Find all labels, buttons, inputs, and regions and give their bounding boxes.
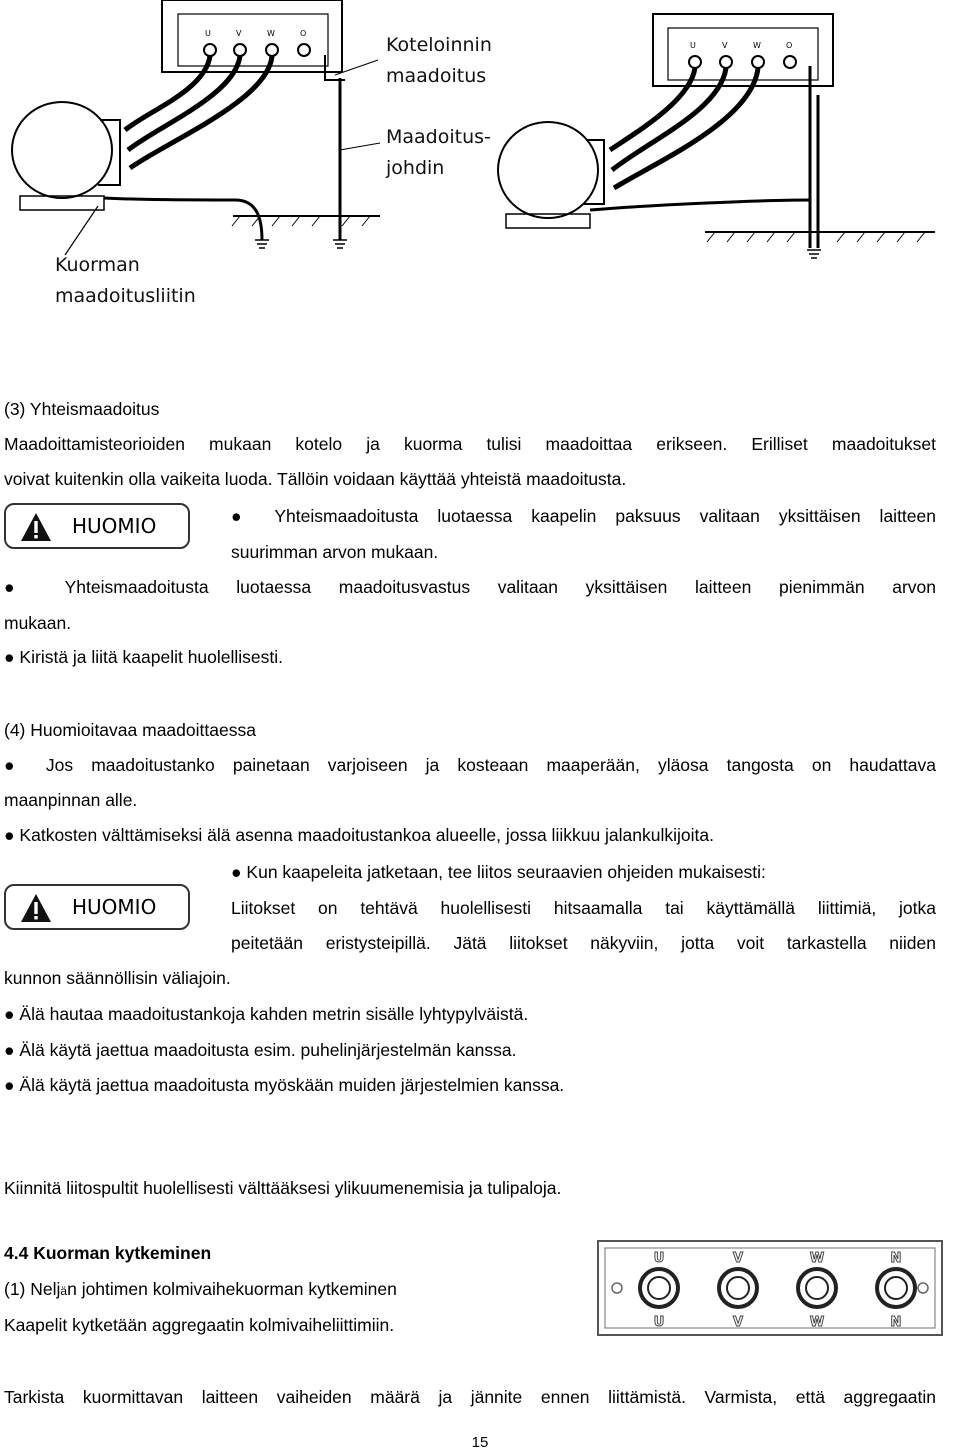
section4-bullet1-line1: ● Jos maadoitustanko painetaan varjoiseen ja kosteaan maaperään, yläosa tangosta on haudattava: [4, 755, 936, 775]
section3-bullet1-line1: ● Yhteismaadoitusta luotaessa kaapelin paksuus valitaan yksittäisen laitteen: [231, 506, 936, 526]
section4-heading: (4) Huomioitavaa maadoittaessa: [4, 720, 256, 740]
section4-bullet6: ● Älä käytä jaettua maadoitusta myöskään muiden järjestelmien kanssa.: [4, 1075, 565, 1095]
terminal-panel: [597, 1240, 943, 1336]
caution-badge: [4, 503, 190, 549]
section44-line1: Kaapelit kytketään aggregaatin kolmivaiheliittimiin.: [4, 1315, 395, 1335]
right-terminal-u: U: [690, 41, 696, 50]
section4-bullet3-line2: Liitokset on tehtävä huolellisesti hitsaamalla tai käyttämällä liittimiä, jotka: [231, 898, 936, 918]
section44-subheading: (1) Neljän johtimen kolmivaihekuorman kytkeminen: [4, 1279, 397, 1299]
section4-bullet3-line4: kunnon säännöllisin väliajoin.: [4, 968, 231, 988]
left-terminal-w: W: [267, 29, 275, 38]
right-terminal-w: W: [753, 41, 761, 50]
caution-badge-2: [4, 884, 190, 930]
panel-label-v-bottom: V: [732, 1315, 744, 1330]
panel-label-w-bottom: W: [809, 1315, 825, 1330]
panel-label-n-bottom: N: [890, 1315, 902, 1330]
left-motor: [12, 102, 112, 198]
left-terminal-o: O: [300, 29, 307, 38]
callout-ground-conductor: Maadoitus- johdin: [386, 126, 491, 179]
panel-label-v-top: V: [732, 1251, 744, 1266]
left-terminal-v: V: [236, 29, 242, 38]
bolt-note: Kiinnitä liitospultit huolellisesti välttääksesi ylikuumenemisia ja tulipaloja.: [4, 1178, 562, 1198]
panel-label-u-top: U: [653, 1251, 665, 1266]
section44-heading: 4.4 Kuorman kytkeminen: [4, 1243, 212, 1263]
right-motor: [498, 122, 598, 218]
caution-label: HUOMIO: [72, 514, 157, 538]
section3-bullet2-line2: mukaan.: [4, 613, 72, 633]
section4-bullet2: ● Katkosten välttämiseksi älä asenna maadoitustankoa alueelle, jossa liikkuu jalankulkijoita.: [4, 825, 714, 845]
section3-bullet2-line1: ● Yhteismaadoitusta luotaessa maadoitusvastus valitaan yksittäisen laitteen pienimmän arvon: [4, 577, 936, 597]
final-line: Tarkista kuormittavan laitteen vaiheiden määrä ja jännite ennen liittämistä. Varmista, että aggregaatin: [4, 1387, 936, 1407]
callout-enclosure-ground: Koteloinnin maadoitus: [386, 34, 492, 87]
callout-load-ground: Kuorman maadoitusliitin: [55, 254, 196, 307]
left-terminal-u: U: [205, 29, 211, 38]
page-number: 15: [471, 1434, 489, 1451]
section4-bullet1-line2: maanpinnan alle.: [4, 790, 138, 810]
section4-bullet4: ● Älä hautaa maadoitustankoja kahden metrin sisälle lyhtypylväistä.: [4, 1004, 529, 1024]
right-terminal-plate: [668, 28, 818, 80]
right-terminal-v: V: [722, 41, 728, 50]
section3-para-line1: Maadoittamisteorioiden mukaan kotelo ja kuorma tulisi maadoittaa erikseen. Erilliset maadoitukset: [4, 434, 936, 454]
section3-heading: (3) Yhteismaadoitus: [4, 399, 160, 419]
left-enclosure-box: [162, 0, 342, 72]
section3-bullet3: ● Kiristä ja liitä kaapelit huolellisesti.: [4, 647, 284, 667]
right-terminal-o: O: [786, 41, 793, 50]
warning-icon: [20, 512, 52, 542]
panel-label-n-top: N: [890, 1251, 902, 1266]
panel-label-u-bottom: U: [653, 1315, 665, 1330]
section4-bullet5: ● Älä käytä jaettua maadoitusta esim. puhelinjärjestelmän kanssa.: [4, 1040, 517, 1060]
left-terminal-plate: [178, 14, 328, 66]
panel-label-w-top: W: [809, 1251, 825, 1266]
right-enclosure-box: [653, 14, 833, 86]
section4-bullet3-line3: peitetään eristysteipillä. Jätä liitokset näkyviin, jotta voit tarkastella niiden: [231, 933, 936, 953]
warning-icon: [20, 893, 52, 923]
section4-bullet3-line1: ● Kun kaapeleita jatketaan, tee liitos seuraavien ohjeiden mukaisesti:: [231, 862, 766, 882]
caution-label: HUOMIO: [72, 895, 157, 919]
section3-bullet1-line2: suurimman arvon mukaan.: [231, 542, 439, 562]
section3-para-line2: voivat kuitenkin olla vaikeita luoda. Tällöin voidaan käyttää yhteistä maadoitusta.: [4, 469, 627, 489]
